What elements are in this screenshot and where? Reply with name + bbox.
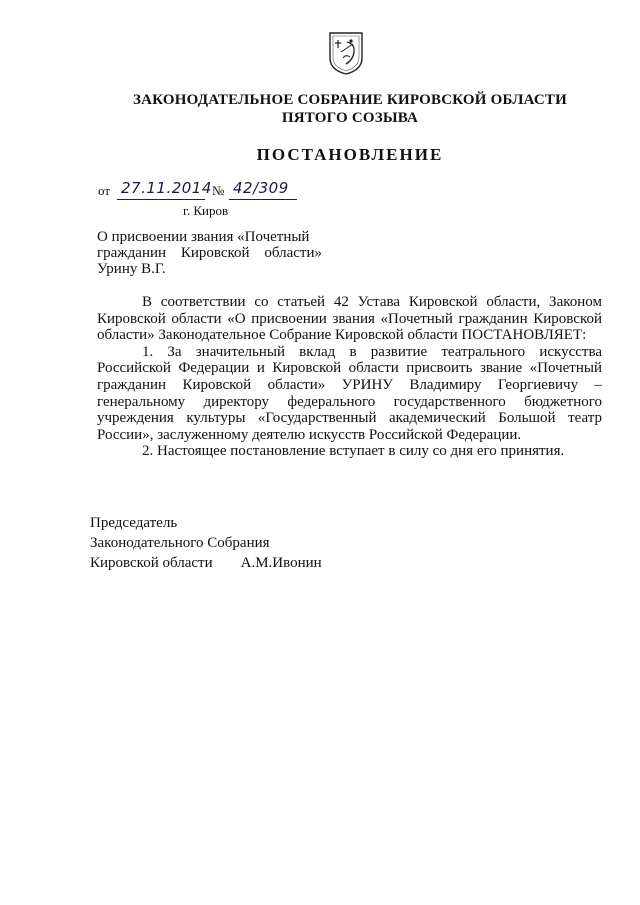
number-underline xyxy=(229,199,297,200)
subject-line: О присвоении звания «Почетный xyxy=(97,229,310,245)
subject-block xyxy=(97,229,322,277)
document-number: 42/309 xyxy=(233,179,289,197)
body-paragraph: 1. За значительный вклад в развитие театрального искусства Российской Федерации и Кировской области присвоить звание «Почетный гражданин Кировской области» УРИНУ Владимиру Георгиевичу – генеральному директору федерального государственного бюджетного учреждения культуры «Государственный академический Большой театр России», заслуженному деятелю искусств Российской Федерации. xyxy=(97,343,602,443)
document-body xyxy=(97,294,602,460)
document-date: 27.11.2014 xyxy=(121,179,212,197)
number-label: № xyxy=(212,183,225,198)
convocation: ПЯТОГО СОЗЫВА xyxy=(281,110,419,126)
coat-of-arms-icon xyxy=(327,30,365,76)
subject-word: Кировской xyxy=(180,245,250,261)
from-label: от xyxy=(98,183,111,198)
organization-name: ЗАКОНОДАТЕЛЬНОЕ СОБРАНИЕ КИРОВСКОЙ ОБЛАСТИ xyxy=(132,92,567,108)
date-underline xyxy=(117,199,205,200)
subject-word: области» xyxy=(264,245,322,261)
document-type: ПОСТАНОВЛЕНИЕ xyxy=(256,145,444,164)
signatory-title: Законодательного Собрания xyxy=(90,535,270,551)
signatory-title: Кировской области xyxy=(90,555,213,571)
signatory-name: А.М.Ивонин xyxy=(240,555,322,571)
signatory-title: Председатель xyxy=(90,515,178,531)
subject-word: гражданин xyxy=(97,245,167,261)
body-paragraph: В соответствии со статьей 42 Устава Кировской области, Законом Кировской области «О присвоении звания «Почетный гражданин Кировской области» Законодательное Собрание Кировской области ПОСТАНОВЛЯЕТ: xyxy=(97,294,602,344)
signature-block xyxy=(90,513,322,573)
city: г. Киров xyxy=(183,203,229,218)
body-paragraph: 2. Настоящее постановление вступает в силу со дня его принятия. xyxy=(142,443,565,460)
subject-line: Урину В.Г. xyxy=(97,261,166,277)
